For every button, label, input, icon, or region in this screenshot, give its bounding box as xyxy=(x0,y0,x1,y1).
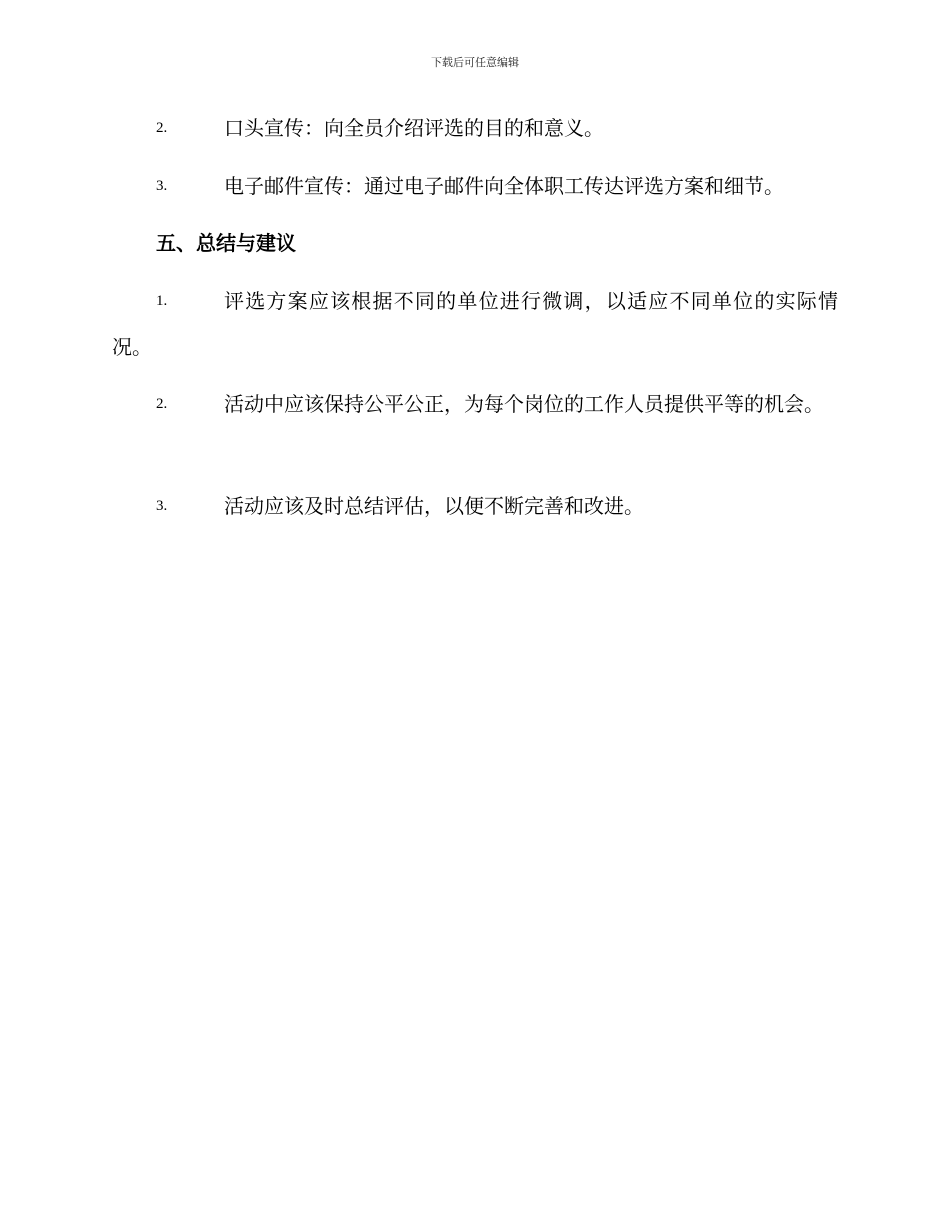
list-item xyxy=(112,278,838,370)
page-header: 下载后可任意编辑 xyxy=(431,56,519,69)
list-item-text: 活动应该及时总结评估，以便不断完善和改进。 xyxy=(224,494,644,518)
list-item-text: 评选方案应该根据不同的单位进行微调，以适应不同单位的实际情况。 xyxy=(112,289,838,359)
list-item-number: 3. xyxy=(156,178,168,194)
list-item xyxy=(112,483,838,529)
list-item xyxy=(112,105,838,151)
list-item-text: 电子邮件宣传：通过电子邮件向全体职工传达评选方案和细节。 xyxy=(224,174,784,198)
list-item-number: 2. xyxy=(156,120,168,136)
list-item-number: 3. xyxy=(156,498,168,514)
list-item-number: 1. xyxy=(156,293,168,309)
list-item-text: 口头宣传：向全员介绍评选的目的和意义。 xyxy=(224,116,604,140)
list-item-text: 活动中应该保持公平公正，为每个岗位的工作人员提供平等的机会。 xyxy=(224,392,824,416)
section-heading: 五、总结与建议 xyxy=(156,231,296,255)
list-item xyxy=(112,381,838,427)
list-item xyxy=(112,163,838,209)
list-item-number: 2. xyxy=(156,396,168,412)
